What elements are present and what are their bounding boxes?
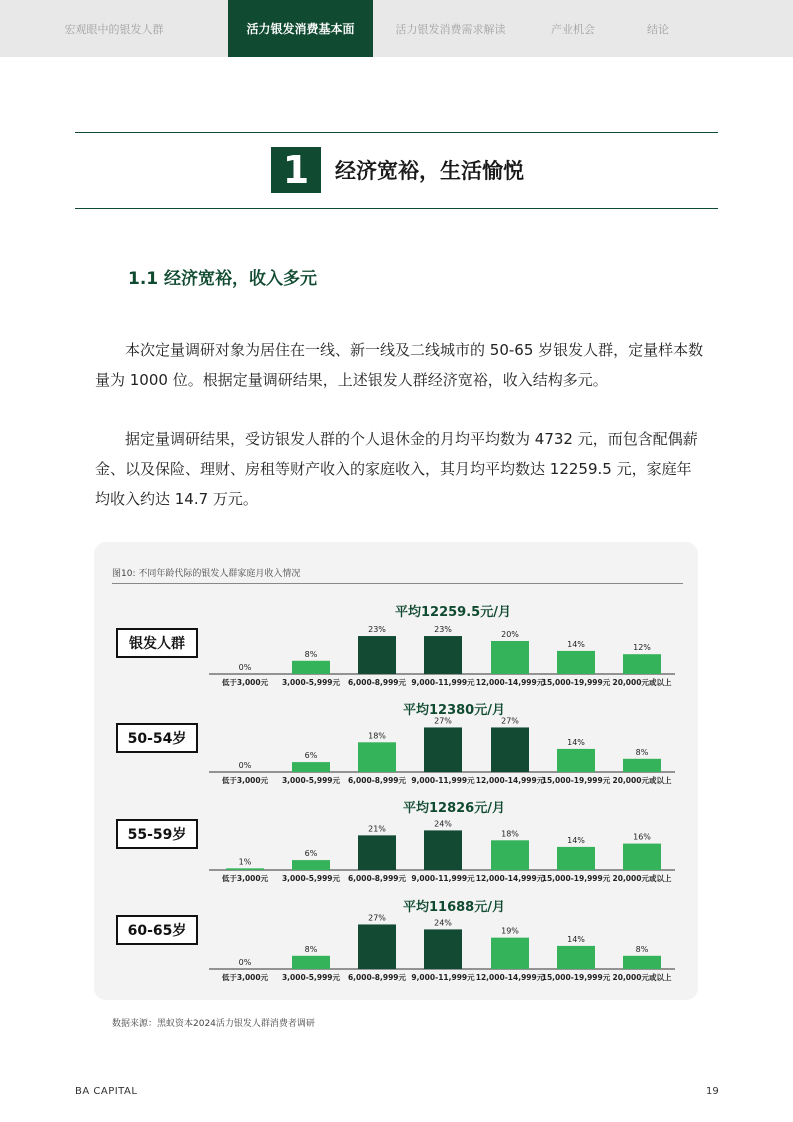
series-label-all-silver: 银发人群 (116, 628, 198, 658)
data-label: 8% (635, 944, 649, 954)
bar-50-54--5 (557, 749, 595, 772)
bar-55-59--3 (424, 830, 462, 870)
data-label: 27% (434, 716, 452, 726)
category-tick-label: 6,000-8,999元 (347, 874, 407, 883)
category-tick-label: 20,000元或以上 (612, 874, 672, 883)
bar-50-54--2 (358, 742, 396, 772)
figure-title: 图10: 不同年龄代际的银发人群家庭月收入情况 (112, 569, 301, 579)
category-tick-label: 3,000-5,999元 (281, 776, 341, 785)
tab-industry-opportunity[interactable]: 产业机会 (551, 22, 595, 36)
category-tick-label: 3,000-5,999元 (281, 874, 341, 883)
category-tick-label: 12,000-14,999元 (475, 874, 545, 883)
category-tick-label: 低于3,000元 (221, 973, 269, 982)
bar---3 (424, 636, 462, 674)
data-label: 19% (501, 926, 519, 936)
bar-50-54--3 (424, 727, 462, 772)
category-tick-label: 20,000元或以上 (612, 973, 672, 982)
bar-60-65--2 (358, 924, 396, 969)
subsection-title: 1.1 经济宽裕，收入多元 (128, 269, 318, 289)
data-label: 8% (304, 944, 318, 954)
category-tick-label: 15,000-19,999元 (541, 776, 611, 785)
data-label: 14% (567, 737, 585, 747)
category-tick-label: 9,000-11,999元 (411, 678, 475, 687)
bar-60-65--3 (424, 929, 462, 969)
data-label: 16% (633, 832, 651, 842)
bar-55-59--5 (557, 847, 595, 870)
data-label: 6% (304, 849, 318, 859)
series-label-55-59: 55-59岁 (116, 819, 198, 849)
bar-55-59--0 (226, 868, 264, 870)
bar---6 (623, 654, 661, 674)
data-label: 27% (501, 716, 519, 726)
bar---5 (557, 651, 595, 674)
category-tick-label: 15,000-19,999元 (541, 678, 611, 687)
category-tick-label: 12,000-14,999元 (475, 973, 545, 982)
category-tick-label: 3,000-5,999元 (281, 973, 341, 982)
data-label: 23% (434, 625, 452, 635)
category-tick-label: 20,000元或以上 (612, 678, 672, 687)
data-label: 8% (635, 747, 649, 757)
average-label-all-silver: 平均12259.5元/月 (395, 605, 511, 620)
data-label: 21% (368, 824, 386, 834)
data-label: 0% (238, 663, 252, 672)
category-tick-label: 9,000-11,999元 (411, 973, 475, 982)
data-label: 23% (368, 625, 386, 635)
bar-60-65--5 (557, 946, 595, 969)
bar-55-59--2 (358, 835, 396, 870)
bar-55-59--1 (292, 860, 330, 870)
data-label: 12% (633, 643, 651, 653)
data-label: 18% (501, 829, 519, 839)
category-tick-label: 低于3,000元 (221, 678, 269, 687)
paragraph-income-findings: 据定量调研结果，受访银发人群的个人退休金的月均平均数为 4732 元，而包含配偶薪金、以及保险、理财、房租等财产收入的家庭收入，其月均平均数达 12259.5 元，家庭年均收入约达 14.7 万元。 (95, 430, 698, 508)
bar-60-65--1 (292, 956, 330, 969)
category-tick-label: 3,000-5,999元 (281, 678, 341, 687)
bar-55-59--4 (491, 840, 529, 870)
paragraph-survey-scope: 本次定量调研对象为居住在一线、新一线及二线城市的 50-65 岁银发人群，定量样本数量为 1000 位。根据定量调研结果，上述银发人群经济宽裕，收入结构多元。 (95, 341, 704, 389)
category-tick-label: 低于3,000元 (221, 776, 269, 785)
category-tick-label: 15,000-19,999元 (541, 973, 611, 982)
bar-55-59--6 (623, 844, 661, 870)
series-label-50-54: 50-54岁 (116, 723, 198, 753)
average-label-55-59: 平均12826元/月 (403, 801, 505, 816)
page-number: 19 (706, 1086, 719, 1097)
series-label-60-65: 60-65岁 (116, 915, 198, 945)
category-tick-label: 12,000-14,999元 (475, 776, 545, 785)
tab-macro-silver[interactable]: 宏观眼中的银发人群 (64, 22, 164, 36)
data-label: 0% (238, 761, 252, 770)
data-label: 24% (434, 819, 452, 829)
average-label-60-65: 平均11688元/月 (403, 900, 505, 915)
category-tick-label: 12,000-14,999元 (475, 678, 545, 687)
bar-60-65--4 (491, 938, 529, 969)
bar-50-54--1 (292, 762, 330, 772)
data-label: 8% (304, 649, 318, 659)
category-tick-label: 低于3,000元 (221, 874, 269, 883)
figure-source: 数据来源：黑蚁资本2024活力银发人群消费者调研 (112, 1019, 315, 1029)
data-label: 14% (567, 835, 585, 845)
bar---4 (491, 641, 529, 674)
section-title: 经济宽裕，生活愉悦 (335, 159, 524, 183)
bar-50-54--4 (491, 727, 529, 772)
data-label: 18% (368, 731, 386, 741)
bar-60-65--6 (623, 956, 661, 969)
category-tick-label: 9,000-11,999元 (411, 874, 475, 883)
category-tick-label: 6,000-8,999元 (347, 973, 407, 982)
data-label: 24% (434, 918, 452, 928)
category-tick-label: 20,000元或以上 (612, 776, 672, 785)
bar-50-54--6 (623, 759, 661, 772)
bar---1 (292, 661, 330, 674)
section-number: 1 (271, 147, 321, 193)
data-label: 20% (501, 630, 519, 639)
data-label: 14% (567, 639, 585, 649)
data-label: 14% (567, 934, 585, 944)
data-label: 6% (304, 751, 318, 761)
tab-conclusion[interactable]: 结论 (647, 22, 669, 36)
data-label: 1% (238, 857, 252, 867)
data-label: 0% (238, 958, 252, 967)
bar---2 (358, 636, 396, 674)
category-tick-label: 15,000-19,999元 (541, 874, 611, 883)
category-tick-label: 6,000-8,999元 (347, 678, 407, 687)
category-tick-label: 9,000-11,999元 (411, 776, 475, 785)
data-label: 27% (368, 913, 386, 923)
tab-consumption-fundamentals[interactable]: 活力银发消费基本面 (228, 0, 373, 57)
tab-demand-interpretation[interactable]: 活力银发消费需求解读 (395, 22, 506, 36)
category-tick-label: 6,000-8,999元 (347, 776, 407, 785)
footer-brand: BA CAPITAL (75, 1086, 138, 1097)
average-label-50-54: 平均12380元/月 (403, 703, 505, 718)
